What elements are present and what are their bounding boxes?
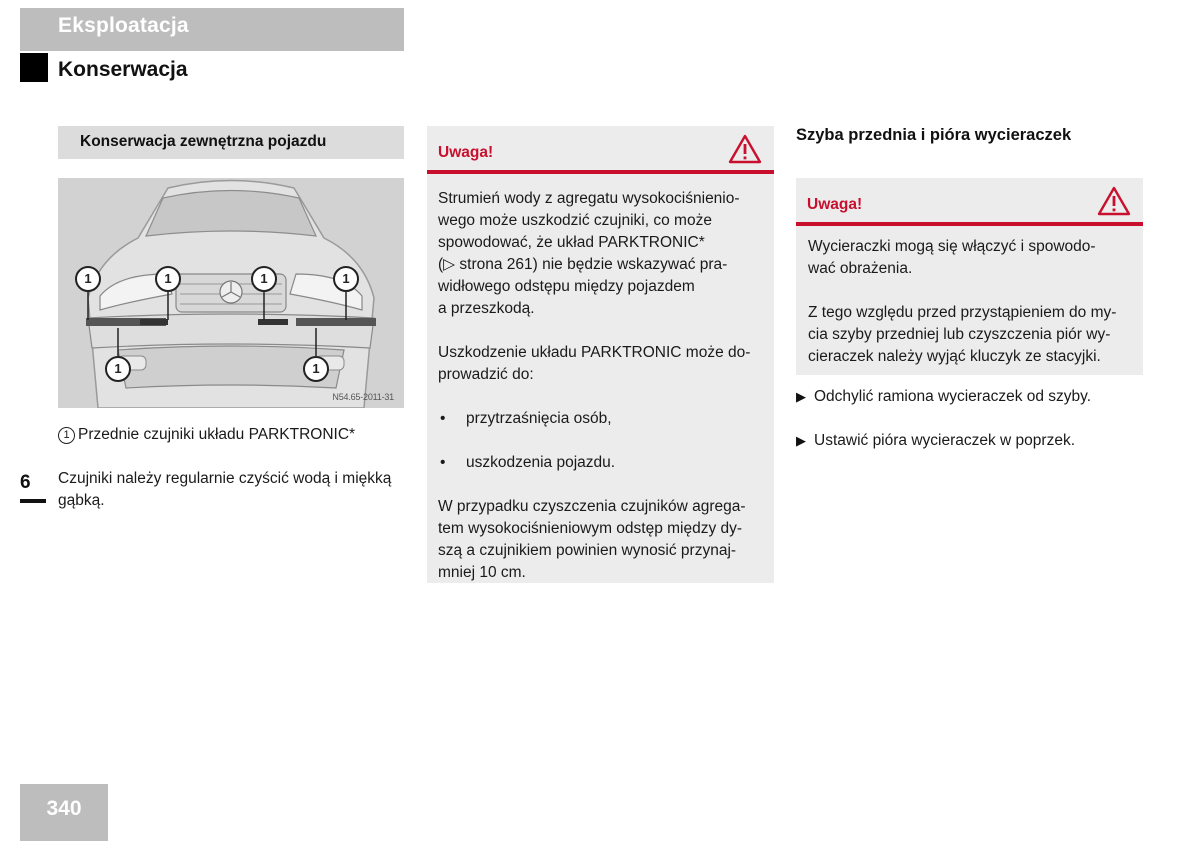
warning-header [427,126,774,170]
text-line: W przypadku czyszczenia czujników agrega- [438,498,746,515]
warning-paragraph [808,236,1133,280]
text-line: a przeszkodą. [438,300,535,317]
text-line: tem wysokociśnieniowym odstęp między dy- [438,520,743,537]
step-arrow-icon: ▶ [796,389,806,404]
bullet-dot-icon: • [440,454,446,471]
subsection-title: Konserwacja zewnętrzna pojazdu [80,133,327,150]
text-line: Strumień wody z agregatu wysokociśnienio- [438,190,740,207]
instruction-step [796,432,1075,450]
figure-code: N54.65-2011-31 [332,392,394,402]
warning-triangle-icon [1097,186,1131,216]
callout-marker: 1 [251,266,277,292]
warning-body [438,188,763,606]
bullet-item [438,408,763,430]
warning-paragraph [438,342,763,386]
callout-marker: 1 [155,266,181,292]
warning-label: Uwaga! [438,144,494,161]
caption-number: 1 [58,427,75,444]
chapter-title: Eksploatacja [58,14,189,37]
callout-marker: 1 [105,356,131,382]
bullet-text: przytrzaśnięcia osób, [466,410,612,427]
instruction-step [796,388,1091,406]
figure-caption [58,426,355,444]
step-text: Ustawić pióra wycieraczek w poprzek. [814,432,1076,449]
text-line: spowodować, że układ PARKTRONIC* [438,234,705,251]
section-title: Konserwacja [58,58,188,81]
cleaning-paragraph [58,468,408,512]
chapter-tab-number: 6 [20,472,31,493]
warning-paragraph [438,496,763,584]
text-line: cieraczek należy wyjąć kluczyk ze stacyjki. [808,348,1101,365]
page-number: 340 [46,797,82,820]
callout-marker: 1 [303,356,329,382]
text-line: Czujniki należy regularnie czyścić wodą i miękką [58,470,392,487]
warning-rule [796,222,1143,226]
warning-box-pressure-washer [427,126,774,583]
warning-rule [427,170,774,174]
callout-marker: 1 [75,266,101,292]
car-front-figure [58,178,404,408]
text-line: Z tego względu przed przystąpieniem do my- [808,304,1117,321]
section-marker [20,53,48,82]
warning-triangle-icon [728,134,762,164]
text-line: wego może uszkodzić czujniki, co może [438,212,712,229]
chapter-tab-underline [20,499,46,503]
text-line: mniej 10 cm. [438,564,526,581]
text-line: szą a czujnikiem powinien wynosić przynaj- [438,542,737,559]
text-line: cia szyby przedniej lub czyszczenia piór wy- [808,326,1111,343]
callout-marker: 1 [333,266,359,292]
text-line: Wycieraczki mogą się włączyć i spowodo- [808,238,1096,255]
caption-text: Przednie czujniki układu PARKTRONIC* [78,426,356,443]
text-line: (▷ strona 261) nie będzie wskazywać pra- [438,256,728,273]
bullet-dot-icon: • [440,410,446,427]
warning-body [808,236,1133,390]
text-line: prowadzić do: [438,366,534,383]
step-text: Odchylić ramiona wycieraczek od szyby. [814,388,1092,405]
text-line: Uszkodzenie układu PARKTRONIC może do- [438,344,751,361]
warning-paragraph [808,302,1133,368]
bullet-text: uszkodzenia pojazdu. [466,454,616,471]
text-line: wać obrażenia. [808,260,913,277]
warning-label: Uwaga! [807,196,863,213]
bullet-item [438,452,763,474]
wiper-section-heading: Szyba przednia i pióra wycieraczek [796,126,1072,144]
text-line: widłowego odstępu między pojazdem [438,278,695,295]
warning-box-wipers [796,178,1143,375]
step-arrow-icon: ▶ [796,433,806,448]
warning-header [796,178,1143,222]
warning-paragraph [438,188,763,320]
text-line: gąbką. [58,492,105,509]
